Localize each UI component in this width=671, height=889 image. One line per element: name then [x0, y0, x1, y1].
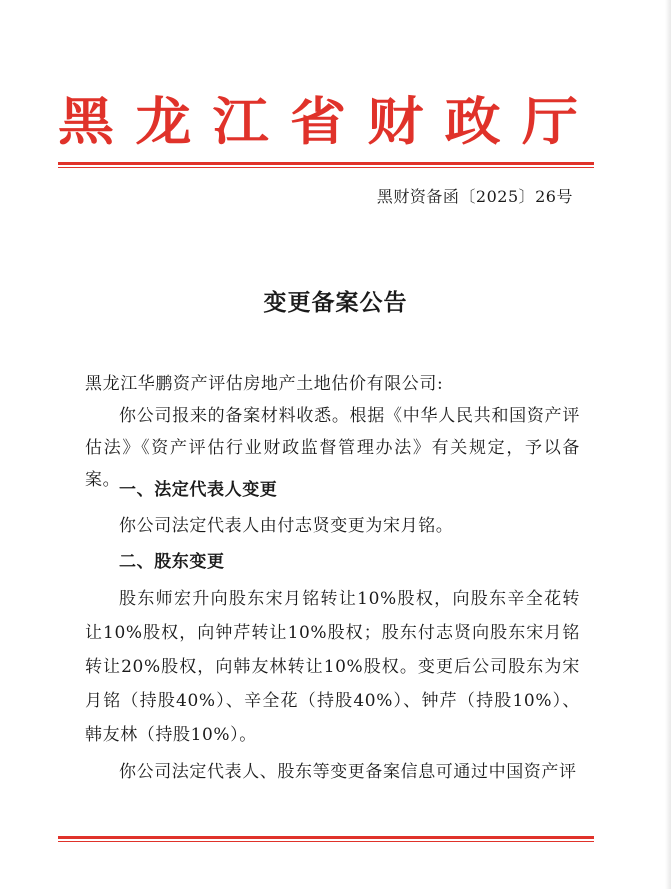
page-edge-shadow — [665, 0, 671, 889]
intro-paragraph: 你公司报来的备案材料收悉。根据《中华人民共和国资产评估法》《资产评估行业财政监督管理办法》有关规定，予以备案。 — [85, 406, 580, 490]
section-body-legal-representative: 你公司法定代表人由付志贤变更为宋月铭。 — [119, 516, 454, 536]
section-body-shareholders: 股东师宏升向股东宋月铭转让10%股权，向股东辛全花转让10%股权，向钟芹转让10%股权；股东付志贤向股东宋月铭转让20%股权，向韩友林转让10%股权。变更后公司股东为宋月铭（持股40%）、辛全花（持股40%）、钟芹（持股10%）、韩友林（持股10%）。 — [85, 589, 580, 745]
section-heading-legal-representative: 一、法定代表人变更 — [119, 480, 278, 500]
footer-red-rule-thin — [58, 841, 594, 842]
masthead-char: 黑 — [58, 91, 114, 153]
document-title: 变更备案公告 — [263, 289, 408, 316]
salutation: 黑龙江华鹏资产评估房地产土地估价有限公司: — [85, 374, 444, 394]
header-red-rule-thick — [58, 162, 594, 165]
masthead-char: 财 — [367, 91, 424, 153]
closing-paragraph: 你公司法定代表人、股东等变更备案信息可通过中国资产评 — [119, 762, 577, 782]
footer-red-rule-thick — [58, 836, 594, 839]
masthead-char: 政 — [444, 91, 501, 153]
header-red-rule-thin — [58, 167, 594, 168]
masthead-char: 省 — [289, 91, 346, 153]
section-heading-shareholders: 二、股东变更 — [119, 552, 225, 572]
masthead-char: 江 — [212, 91, 269, 153]
document-number: 黑财资备函〔2025〕26号 — [376, 187, 573, 206]
masthead-char: 厅 — [521, 91, 578, 153]
masthead-char: 龙 — [135, 91, 192, 153]
issuer-masthead — [58, 86, 578, 158]
